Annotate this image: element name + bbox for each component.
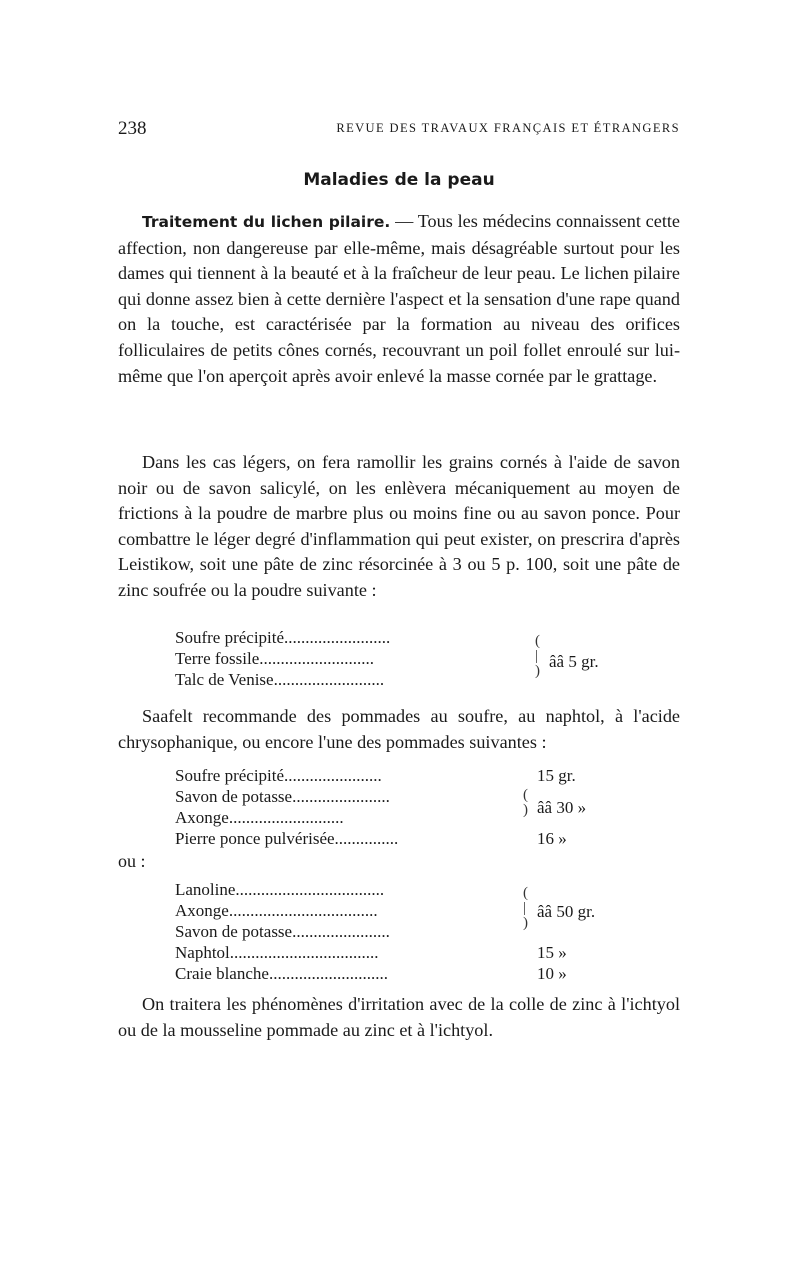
paragraph-2 bbox=[118, 450, 680, 604]
recipe-line bbox=[175, 880, 384, 900]
recipe-line bbox=[175, 766, 382, 786]
shared-quantity: ââ 30 » bbox=[537, 798, 587, 817]
paragraph-text: Dans les cas légers, on fera ramollir les grains cornés à l'aide de savon noir ou de savon salicylé, on les enlèvera mécaniquement au moyen de frictions à la poudre de marbre plus ou moins fine ou au savon ponce. Pour combattre le léger degré d'inflammation qui peut exister, on prescrira d'après Leistikow, soit une pâte de zinc résorcinée à 3 ou 5 p. 100, soit une pâte de zinc soufrée ou la poudre suivante : bbox=[118, 452, 680, 600]
ingredient-name: Soufre précipité bbox=[175, 628, 285, 647]
ingredient-name: Axonge bbox=[175, 808, 229, 827]
ingredient-name: Soufre précipité bbox=[175, 766, 285, 785]
recipe-line bbox=[175, 901, 378, 921]
recipe-line bbox=[175, 808, 344, 828]
page-header bbox=[118, 118, 680, 140]
ingredient-name: Naphtol bbox=[175, 943, 230, 962]
ingredient-name: Savon de potasse bbox=[175, 922, 293, 941]
dot-leader: ....................... bbox=[292, 922, 390, 941]
ingredient-name: Savon de potasse bbox=[175, 787, 293, 806]
running-title: REVUE DES TRAVAUX FRANÇAIS ET ÉTRANGERS bbox=[336, 121, 680, 135]
page-number: 238 bbox=[118, 118, 147, 139]
dot-leader: ............................ bbox=[268, 964, 388, 983]
paragraph-3 bbox=[118, 704, 680, 755]
ingredient-name: Terre fossile bbox=[175, 649, 260, 668]
paragraph-text: — Tous les médecins connaissent cette affection, non dangereuse par elle-même, mais désagréable surtout pour les dames qui tiennent à la beauté et à la fraîcheur de leur peau. Le lichen pilaire qui donne assez bien à cette dernière l'aspect et la sensation d'une rape quand on la touche, est caractérisée par la formation au niveau des orifices folliculaires de petits cônes cornés, recouvrant un poil follet enroulé sur lui-même que l'on aperçoit après avoir enlevé la masse cornée par le grattage. bbox=[118, 211, 680, 386]
shared-quantity: ââ 50 gr. bbox=[537, 902, 596, 921]
dot-leader: ................................... bbox=[229, 943, 379, 962]
dot-leader: ........................... bbox=[228, 808, 344, 827]
dot-leader: ............... bbox=[334, 829, 399, 848]
dot-leader: ........................... bbox=[259, 649, 374, 668]
section-title: Maladies de la peau bbox=[303, 170, 495, 190]
dot-leader: .......................... bbox=[273, 670, 385, 689]
recipe-line bbox=[175, 628, 390, 648]
paragraph-4 bbox=[118, 992, 680, 1043]
shared-quantity: ââ 5 gr. bbox=[549, 652, 599, 671]
brace: ( | ) bbox=[535, 633, 540, 679]
ingredient-name: Pierre ponce pulvérisée bbox=[175, 829, 335, 848]
recipe-line bbox=[175, 922, 390, 942]
paragraph-text: On traitera les phénomènes d'irritation avec de la colle de zinc à l'ichtyol ou de la mousseline pommade au zinc et à l'ichtyol. bbox=[118, 994, 680, 1040]
dot-leader: ................................... bbox=[235, 880, 385, 899]
recipe-2 bbox=[175, 766, 645, 850]
ingredient-name: Talc de Venise bbox=[175, 670, 274, 689]
brace: ( | ) bbox=[523, 885, 528, 931]
recipe-line bbox=[175, 829, 398, 849]
recipe-line bbox=[175, 943, 379, 963]
ou-label: ou : bbox=[118, 851, 146, 871]
recipe-line bbox=[175, 649, 374, 669]
ingredient-quantity: 10 » bbox=[537, 964, 567, 983]
ingredient-quantity: 15 » bbox=[537, 943, 567, 962]
dot-leader: ....................... bbox=[284, 766, 382, 785]
paragraph-lead: Traitement du lichen pilaire. bbox=[142, 213, 391, 231]
recipe-1 bbox=[175, 628, 599, 694]
dot-leader: ................................... bbox=[228, 901, 378, 920]
ingredient-quantity: 15 gr. bbox=[537, 766, 576, 785]
paragraph-text: Saafelt recommande des pommades au soufre, au naphtol, à l'acide chrysophanique, ou encore l'une des pommades suivantes : bbox=[118, 706, 680, 752]
dot-leader: ......................... bbox=[284, 628, 391, 647]
recipe-3 bbox=[175, 880, 645, 986]
ingredient-quantity: 16 » bbox=[537, 829, 567, 848]
ingredient-name: Craie blanche bbox=[175, 964, 269, 983]
ingredient-name: Lanoline bbox=[175, 880, 236, 899]
dot-leader: ....................... bbox=[292, 787, 390, 806]
recipe-line bbox=[175, 670, 384, 690]
recipe-line bbox=[175, 964, 388, 984]
recipe-line bbox=[175, 787, 390, 807]
paragraph-1 bbox=[118, 209, 680, 389]
ingredient-name: Axonge bbox=[175, 901, 229, 920]
brace: ( ) bbox=[523, 787, 528, 818]
